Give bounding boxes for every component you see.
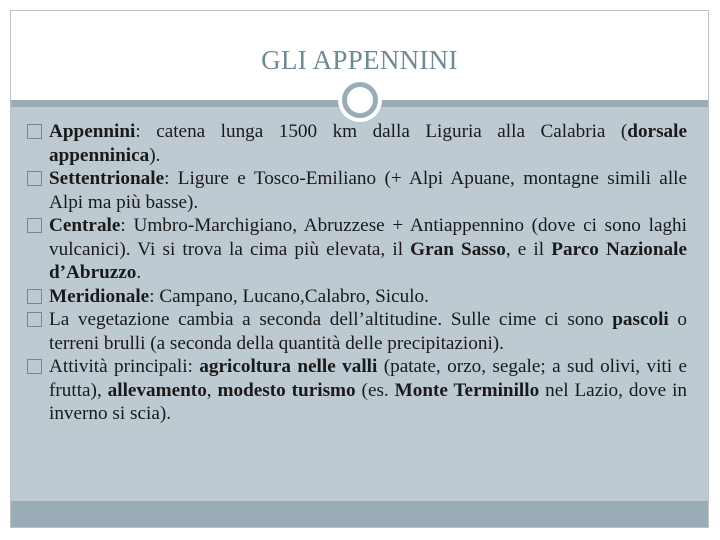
bullet-bold-text: Centrale (49, 215, 121, 236)
bullet-item (27, 214, 687, 285)
bullet-text: o terreni brulli (a seconda della quantità delle precipitazioni). (49, 309, 688, 354)
bullet-text: : Ligure e Tosco-Emiliano (+ Alpi Apuane, montagne simili alle Alpi ma più basse). (49, 168, 687, 213)
bullet-text: , (206, 379, 218, 401)
bullet-list (27, 120, 687, 426)
bullet-bold-text: Settentrionale (49, 168, 165, 189)
bullet-bold-text: allevamento (107, 379, 207, 401)
bullet-text: nel Lazio, dove in inverno si scia). (49, 379, 688, 424)
bullet-item (27, 355, 687, 426)
bullet-bold-text: Monte Terminillo (394, 379, 540, 401)
bullet-bold-text: Gran Sasso (410, 238, 506, 260)
bullet-text: Attività principali: (49, 356, 200, 377)
bullet-text: , e il (505, 238, 552, 260)
bullet-item (27, 120, 687, 167)
bullet-bold-text: agricoltura nelle valli (199, 356, 378, 377)
bullet-bold-text: pascoli (612, 309, 669, 330)
bullet-text: (es. (355, 379, 395, 401)
circle-ornament-icon (342, 82, 378, 118)
bullet-bold-text: Meridionale (49, 285, 150, 307)
square-bullet-icon (27, 218, 42, 233)
square-bullet-icon (27, 359, 42, 374)
bullet-text: . (136, 262, 142, 283)
bullet-item (27, 308, 687, 355)
square-bullet-icon (27, 171, 42, 186)
bullet-bold-text: Parco Nazionale d’Abruzzo (49, 238, 687, 283)
bullet-text: : catena lunga 1500 km dalla Liguria alla Calabria ( (135, 121, 628, 142)
slide-title: GLI APPENNINI (261, 45, 458, 75)
bullet-bold-text: modesto turismo (217, 379, 356, 401)
square-bullet-icon (27, 289, 42, 304)
square-bullet-icon (27, 312, 42, 327)
bullet-item (27, 285, 687, 309)
bullet-text: (patate, orzo, segale; a sud olivi, viti e frutta), (49, 356, 687, 401)
bullet-text: La vegetazione cambia a seconda dell’altitudine. Sulle cime ci sono (49, 309, 613, 330)
bullet-text: ). (149, 144, 161, 166)
square-bullet-icon (27, 124, 42, 139)
bullet-bold-text: Appennini (49, 121, 136, 142)
bullet-text: : Umbro-Marchigiano, Abruzzese + Antiappennino (dove ci sono laghi vulcanici). Vi si trova la cima più elevata, il (49, 215, 687, 260)
bullet-text: : Campano, Lucano,Calabro, Siculo. (149, 285, 429, 307)
bullet-bold-text: dorsale appenninica (49, 121, 687, 166)
bullet-item (27, 167, 687, 214)
